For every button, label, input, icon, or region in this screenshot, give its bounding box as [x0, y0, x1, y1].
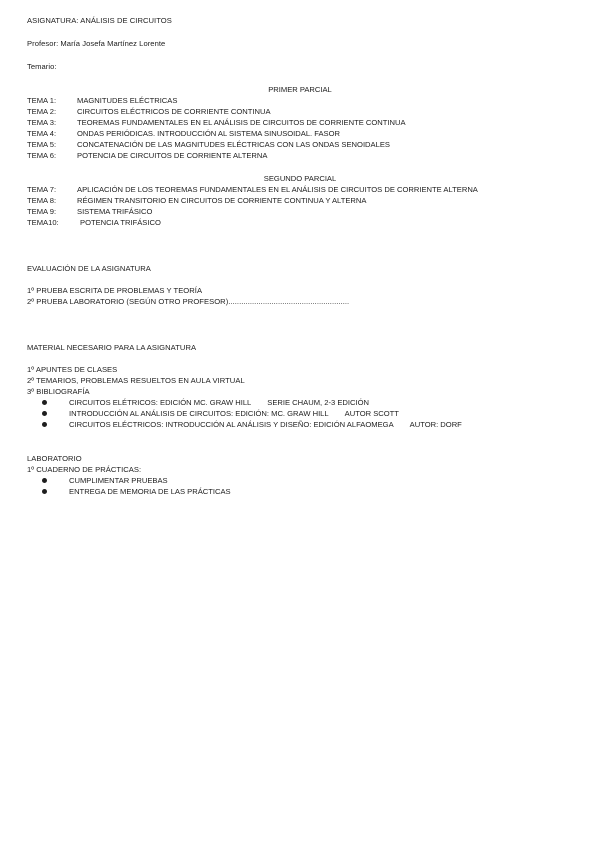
- bullet-icon: [42, 400, 47, 405]
- laboratory-bullet: [42, 477, 168, 485]
- topic-number: TEMA 5:: [27, 140, 57, 149]
- topic-title: POTENCIA DE CIRCUITOS DE CORRIENTE ALTERNA: [77, 151, 268, 160]
- topic-number: TEMA 8:: [27, 196, 57, 205]
- topic-number: TEMA 2:: [27, 107, 57, 116]
- second-partial-heading: SEGUNDO PARCIAL: [263, 174, 337, 183]
- topic-row: [27, 197, 366, 205]
- topic-title: RÉGIMEN TRANSITORIO EN CIRCUITOS DE CORRIENTE CONTINUA Y ALTERNA: [77, 196, 367, 205]
- materials-item: 2º TEMARIOS, PROBLEMAS RESUELTOS EN AULA VIRTUAL: [27, 376, 245, 385]
- materials-item: 3º BIBLIOGRAFÍA: [27, 387, 90, 396]
- professor-line: Profesor: María Josefa Martínez Lorente: [27, 39, 166, 48]
- bibliography-item: [42, 410, 399, 418]
- topic-row: [27, 108, 271, 116]
- evaluation-heading: EVALUACIÓN DE LA ASIGNATURA: [27, 264, 151, 273]
- topic-row: [27, 130, 340, 138]
- laboratory-bullet-text: ENTREGA DE MEMORIA DE LAS PRÁCTICAS: [69, 487, 231, 496]
- topic-number: TEMA 1:: [27, 96, 57, 105]
- topic-row: [27, 219, 161, 227]
- topic-title: ONDAS PERIÓDICAS. INTRODUCCIÓN AL SISTEMA SINUSOIDAL. FASOR: [77, 129, 341, 138]
- evaluation-item: 2º PRUEBA LABORATORIO (SEGÚN OTRO PROFESOR)........................................................: [27, 297, 350, 306]
- topic-title: TEOREMAS FUNDAMENTALES EN EL ANÁLISIS DE CIRCUITOS DE CORRIENTE CONTINUA: [77, 118, 406, 127]
- topic-title: CIRCUITOS ELÉCTRICOS DE CORRIENTE CONTINUA: [77, 107, 271, 116]
- topic-title: MAGNITUDES ELÉCTRICAS: [77, 96, 178, 105]
- laboratory-bullet: [42, 488, 231, 496]
- topic-row: [27, 141, 390, 149]
- bullet-icon: [42, 478, 47, 483]
- topic-row: [27, 119, 406, 127]
- bullet-icon: [42, 411, 47, 416]
- first-partial-heading: PRIMER PARCIAL: [268, 85, 332, 94]
- topic-row: [27, 97, 177, 105]
- topic-title: POTENCIA TRIFÁSICO: [80, 218, 161, 227]
- topic-title: SISTEMA TRIFÁSICO: [77, 207, 153, 216]
- topic-number: TEMA 9:: [27, 207, 57, 216]
- temario-label: Temario:: [27, 62, 57, 71]
- topic-row: [27, 152, 267, 160]
- bullet-icon: [42, 422, 47, 427]
- topic-row: [27, 186, 478, 194]
- topic-title: APLICACIÓN DE LOS TEOREMAS FUNDAMENTALES EN EL ANÁLISIS DE CIRCUITOS DE CORRIENTE ALTERNA: [77, 185, 478, 194]
- laboratory-bullet-text: CUMPLIMENTAR PRUEBAS: [69, 476, 168, 485]
- bibliography-extra: AUTOR: DORF: [409, 420, 462, 429]
- bibliography-title: CIRCUITOS ELÉCTRICOS: INTRODUCCIÓN AL ANÁLISIS Y DISEÑO: EDICIÓN ALFAOMEGA: [69, 420, 394, 429]
- bibliography-item: [42, 399, 369, 407]
- topic-row: [27, 208, 152, 216]
- topic-title: CONCATENACIÓN DE LAS MAGNITUDES ELÉCTRICAS CON LAS ONDAS SENOIDALES: [77, 140, 390, 149]
- laboratory-item: 1º CUADERNO DE PRÁCTICAS:: [27, 465, 142, 474]
- bibliography-title: CIRCUITOS ELÉTRICOS: EDICIÓN MC. GRAW HILL: [69, 398, 252, 407]
- bibliography-item: [42, 421, 462, 429]
- bibliography-title: INTRODUCCIÓN AL ANÁLISIS DE CIRCUITOS: EDICIÓN: MC. GRAW HILL: [69, 409, 329, 418]
- evaluation-item: 1º PRUEBA ESCRITA DE PROBLEMAS Y TEORÍA: [27, 286, 203, 295]
- topic-number: TEMA 3:: [27, 118, 57, 127]
- bibliography-extra: AUTOR SCOTT: [344, 409, 399, 418]
- bibliography-extra: SERIE CHAUM, 2-3 EDICIÓN: [267, 398, 369, 407]
- materials-heading: MATERIAL NECESARIO PARA LA ASIGNATURA: [27, 343, 197, 352]
- bullet-icon: [42, 489, 47, 494]
- materials-item: 1º APUNTES DE CLASES: [27, 365, 118, 374]
- topic-number: TEMA 4:: [27, 129, 57, 138]
- laboratory-heading: LABORATORIO: [27, 454, 82, 463]
- subject-heading: ASIGNATURA: ANÁLISIS DE CIRCUITOS: [27, 16, 172, 25]
- topic-number: TEMA 6:: [27, 151, 57, 160]
- topic-number: TEMA10:: [27, 218, 59, 227]
- topic-number: TEMA 7:: [27, 185, 57, 194]
